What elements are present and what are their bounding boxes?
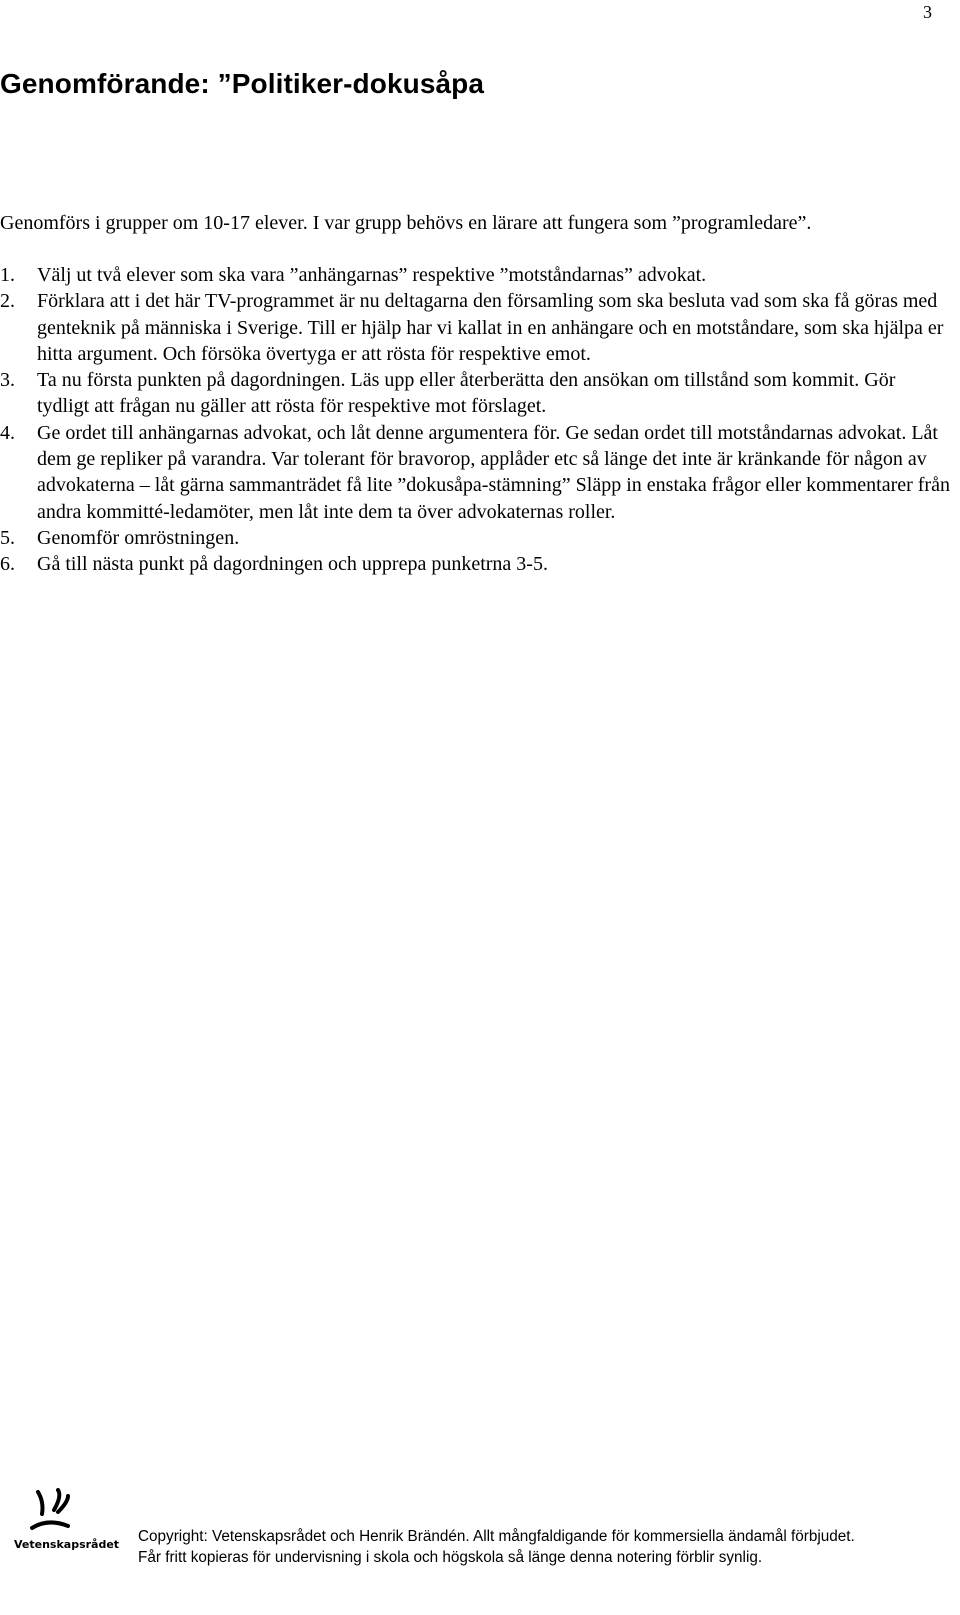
list-item-number: 2. [0,290,15,313]
intro-paragraph: Genomförs i grupper om 10-17 elever. I var grupp behövs en lärare att fungera som ”programledare”. [0,212,812,234]
vetenskapsradet-logo [14,1488,120,1568]
list-item-number: 4. [0,421,15,444]
list-item [0,262,950,288]
list-item-number: 6. [0,553,15,576]
list-item-text: Ge ordet till anhängarnas advokat, och låt denne argumentera för. Ge sedan ordet till motståndarnas advokat. Låt dem ge repliker på varandra. Var tolerant för bravorop, applåder etc så länge det inte är kränkande för någon av advokaterna – låt gärna sammanträdet få lite ”dokusåpa-stämning” Släpp in enstaka frågor eller kommentarer från andra kommitté-ledamöter, men låt inte dem ta över advokaternas roller. [37,421,950,523]
logo-text: Vetenskapsrådet [14,1538,120,1551]
step-list [0,262,950,578]
list-item-text: Ta nu första punkten på dagordningen. Läs upp eller återberätta den ansökan om tillstånd som kommit. Gör tydligt att frågan nu gäller att rösta för respektive mot förslaget. [37,369,896,418]
list-item-text: Genomför omröstningen. [37,526,240,549]
vetenskapsradet-logo-icon [28,1488,76,1536]
list-item-text: Gå till nästa punkt på dagordningen och upprepa punketrna 3-5. [37,553,548,576]
list-item-number: 3. [0,369,15,392]
list-item [0,525,950,551]
page-title: Genomförande: ”Politiker-dokusåpa [0,68,485,99]
copyright-line: Copyright: Vetenskapsrådet och Henrik Brändén. Allt mångfaldigande för kommersiella ändamål förbjudet. [138,1528,855,1545]
list-item-number: 1. [0,264,15,286]
list-item [0,551,950,577]
list-item-text: Förklara att i det här TV-programmet är nu deltagarna den församling som ska besluta vad som ska få göras med genteknik på människa i Sverige. Till er hjälp har vi kallat in en anhängare och en motståndare, som ska hjälpa er hitta argument. Och försöka övertyga er att rösta för respektive emot. [37,290,944,365]
list-item [0,367,950,420]
footer [138,1526,855,1568]
copy-permission-line: Får fritt kopieras för undervisning i skola och högskola så länge denna notering förblir synlig. [138,1549,763,1566]
list-item-number: 5. [0,526,15,549]
list-item [0,420,950,525]
list-item-text: Välj ut två elever som ska vara ”anhängarnas” respektive ”motståndarnas” advokat. [37,264,707,286]
page-number: 3 [923,2,932,22]
list-item [0,288,950,367]
